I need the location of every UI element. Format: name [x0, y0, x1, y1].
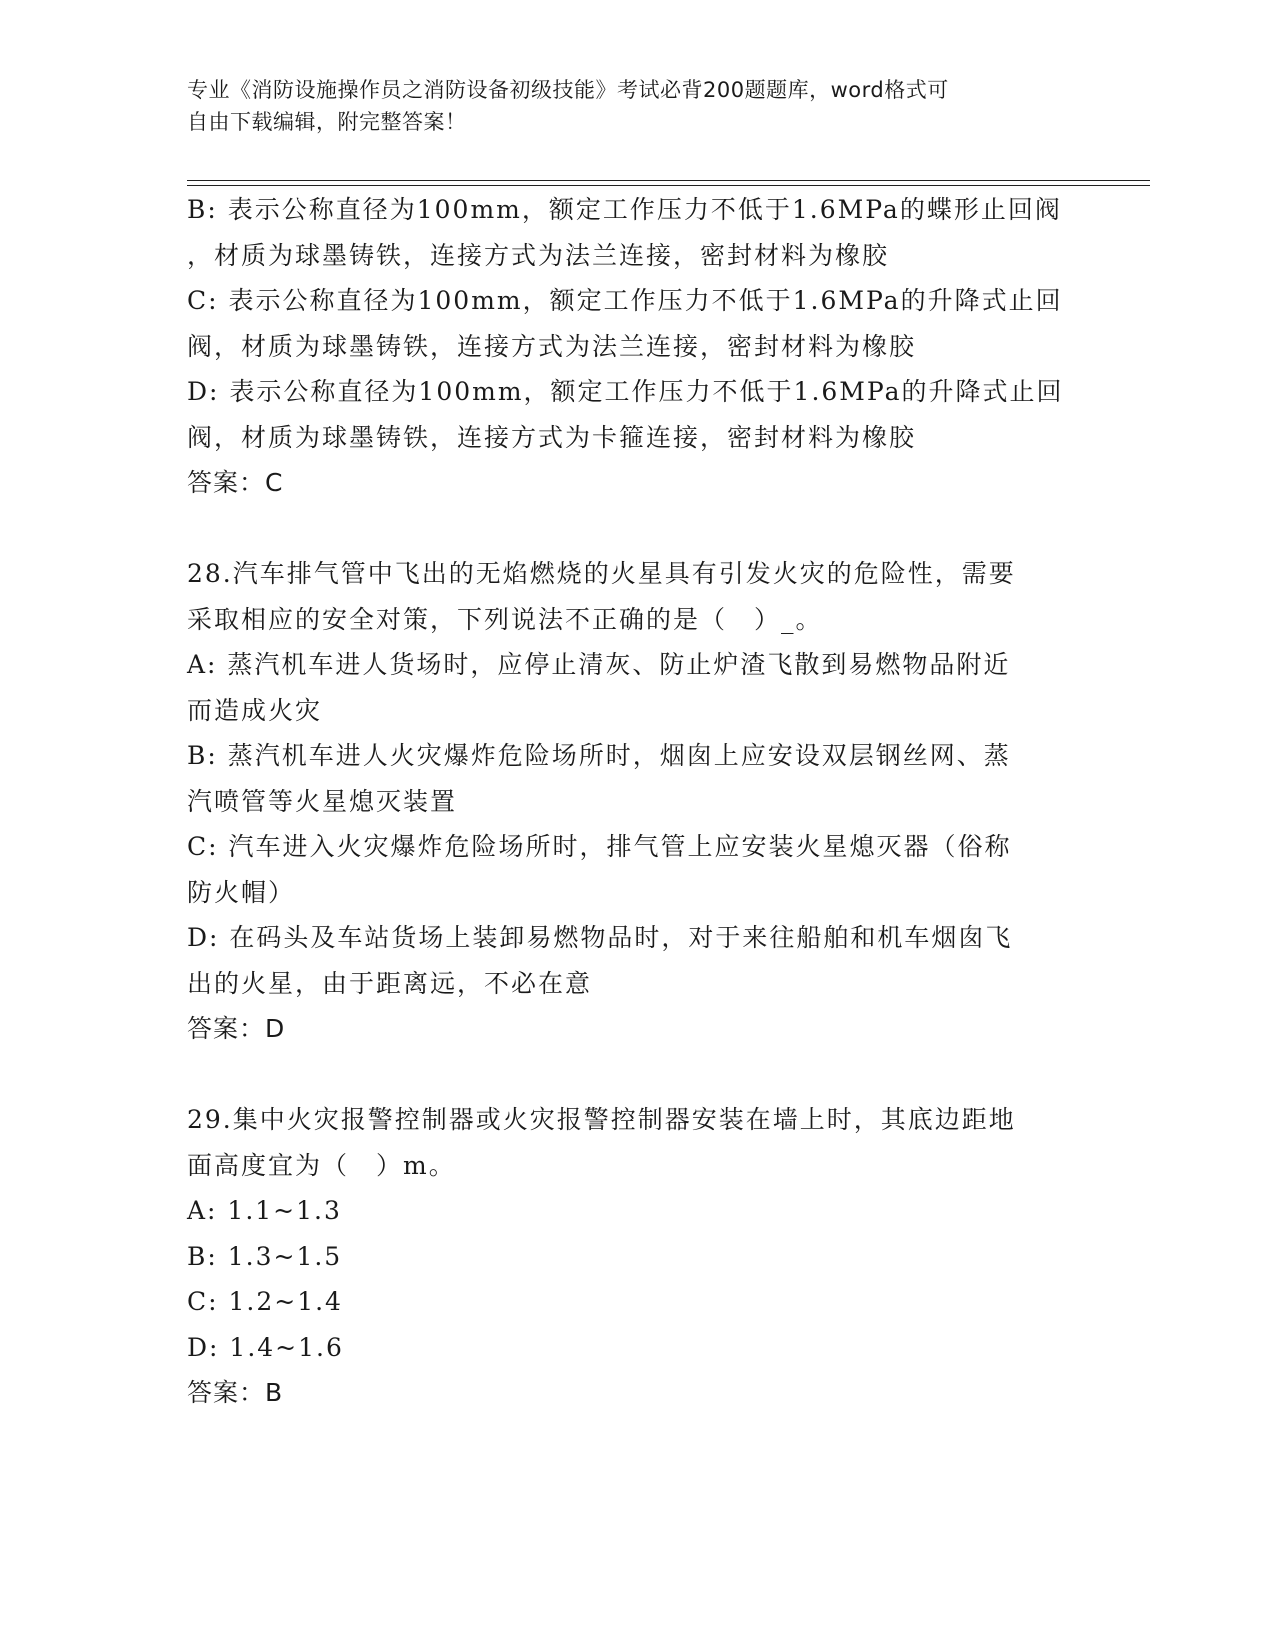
- q29-answer: 答案：B: [187, 1378, 284, 1407]
- question-29: [187, 1097, 1087, 1416]
- q29-option-a: A: 1.1~1.3: [187, 1196, 342, 1225]
- text-line: D: 表示公称直径为100mm，额定工作压力不低于1.6MPa的升降式止回: [187, 377, 1064, 406]
- text-line: 出的火星，由于距离远，不必在意: [187, 968, 593, 998]
- header-line-2: 自由下载编辑，附完整答案！: [187, 110, 467, 134]
- spacer: [187, 1052, 1087, 1098]
- text-line: 采取相应的安全对策，下列说法不正确的是（ ）_。: [187, 604, 823, 634]
- text-line: A: 蒸汽机车进人货场时，应停止清灰、防止炉渣飞散到易燃物品附近: [187, 650, 1011, 679]
- text-line: 面高度宜为（ ）m。: [187, 1150, 456, 1180]
- header-divider-bottom: [187, 185, 1150, 186]
- q28-option-c: [187, 824, 1087, 915]
- text-line: B: 蒸汽机车进人火灾爆炸危险场所时，烟囱上应安设双层钢丝网、蒸: [187, 741, 1011, 770]
- header-divider-top: [187, 180, 1150, 181]
- text-line: 防火帽）: [187, 877, 296, 907]
- question-28: [187, 551, 1087, 1052]
- text-line: 29.集中火灾报警控制器或火灾报警控制器安装在墙上时，其底边距地: [187, 1105, 1016, 1134]
- text-line: 汽喷管等火星熄灭装置: [187, 786, 458, 816]
- document-header: [187, 74, 1087, 138]
- header-line-1: 专业《消防设施操作员之消防设备初级技能》考试必背200题题库，word格式可: [187, 78, 949, 102]
- q29-option-b: B: 1.3~1.5: [187, 1241, 343, 1271]
- q29-stem: [187, 1097, 1087, 1188]
- q28-option-a: [187, 642, 1087, 733]
- q27-option-b: [187, 187, 1087, 278]
- spacer: [187, 506, 1087, 552]
- q29-option-d: D: 1.4~1.6: [187, 1332, 344, 1362]
- question-27-remainder: [187, 187, 1087, 506]
- q27-answer: 答案：C: [187, 468, 284, 497]
- text-line: 阀，材质为球墨铸铁，连接方式为法兰连接，密封材料为橡胶: [187, 331, 917, 361]
- text-line: 阀，材质为球墨铸铁，连接方式为卡箍连接，密封材料为橡胶: [187, 422, 917, 452]
- q28-stem: [187, 551, 1087, 642]
- q28-option-d: [187, 915, 1087, 1006]
- q27-option-d: [187, 369, 1087, 460]
- text-line: D: 在码头及车站货场上装卸易燃物品时，对于来往船舶和机车烟囱飞: [187, 923, 1013, 952]
- text-line: B: 表示公称直径为100mm，额定工作压力不低于1.6MPa的蝶形止回阀: [187, 195, 1062, 224]
- text-line: C: 表示公称直径为100mm，额定工作压力不低于1.6MPa的升降式止回: [187, 286, 1063, 315]
- q27-option-c: [187, 278, 1087, 369]
- q29-option-c: C: 1.2~1.4: [187, 1287, 343, 1316]
- q28-answer: 答案：D: [187, 1014, 286, 1043]
- q28-option-b: [187, 733, 1087, 824]
- text-line: 而造成火灾: [187, 695, 323, 725]
- text-line: C: 汽车进入火灾爆炸危险场所时，排气管上应安装火星熄灭器（俗称: [187, 832, 1012, 861]
- text-line: 28.汽车排气管中飞出的无焰燃烧的火星具有引发火灾的危险性，需要: [187, 559, 1016, 588]
- question-content: [187, 187, 1087, 1416]
- text-line: ，材质为球墨铸铁，连接方式为法兰连接，密封材料为橡胶: [187, 240, 890, 270]
